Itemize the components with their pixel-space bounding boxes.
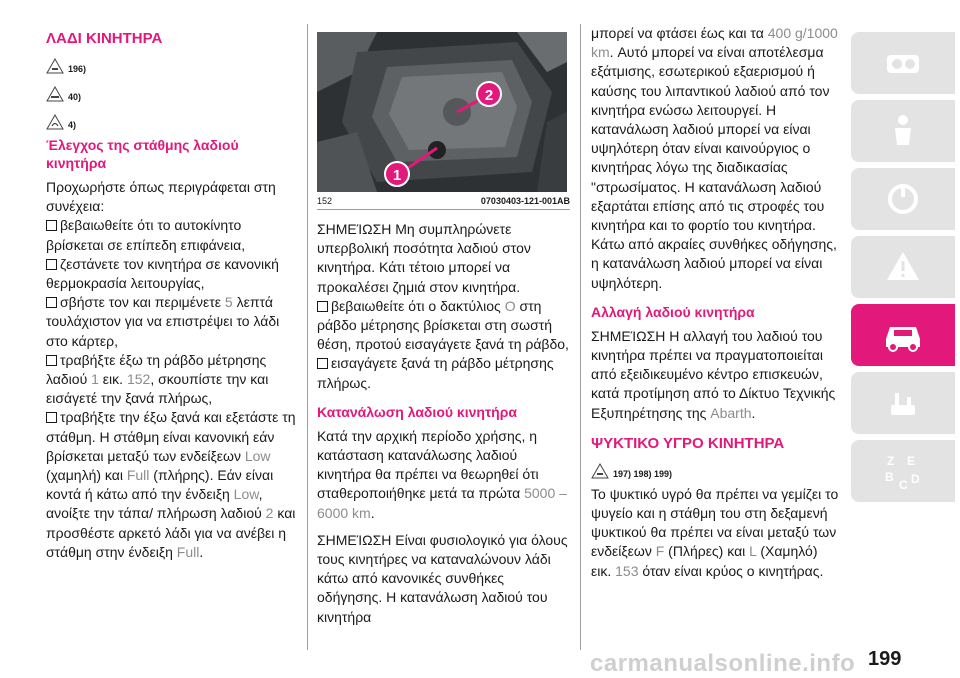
chapter-tabs	[851, 32, 955, 508]
tab-safety[interactable]	[851, 100, 955, 162]
bullet-square-icon	[317, 301, 328, 312]
bullet-item: βεβαιωθείτε ότι το αυτοκίνητο βρίσκεται σε επίπεδη επιφάνεια,	[46, 217, 246, 253]
warning-ref	[46, 52, 296, 74]
subsection-title: Έλεγχος της στάθμης λαδιού κινητήρα	[46, 137, 239, 171]
figure-reference: 152	[126, 371, 151, 388]
column-middle	[317, 32, 570, 627]
subsection-title: Κατανάλωση λαδιού κινητήρα	[317, 403, 518, 420]
bullet-item: βεβαιωθείτε ότι ο δακτύλιος O στη ράβδο μέτρησης βρίσκεται στη σωστή θέση, προτού εισαγάγετε ξανά τη ράβδο,	[317, 297, 569, 353]
bullet-square-icon	[46, 259, 57, 270]
callout-label: 1	[392, 167, 402, 184]
engine-bay-photo	[317, 32, 567, 192]
safety-icon	[883, 111, 923, 151]
column-right	[591, 24, 841, 581]
warning-ref	[46, 80, 296, 102]
column-left	[46, 30, 296, 562]
warning-number: 197) 198) 199)	[613, 468, 673, 479]
warning-ref	[591, 457, 841, 479]
watermark: carmanualsonline.info	[590, 650, 856, 677]
section-title: ΨΥΚΤΙΚΟ ΥΓΡΟ ΚΙΝΗΤΗΡΑ	[591, 434, 785, 452]
svg-text:Z: Z	[887, 454, 895, 468]
caution-triangle-icon	[46, 86, 64, 102]
bullet-item: εισαγάγετε ξανά τη ράβδο μέτρησης πλήρως.	[317, 355, 554, 391]
warning-triangle-icon	[46, 58, 64, 74]
page-number: 199	[868, 648, 902, 670]
environment-triangle-icon	[46, 114, 64, 130]
bullet-square-icon	[46, 412, 57, 423]
note-paragraph: ΣΗΜΕΊΩΣΗ Μη συμπληρώνετε υπερβολική ποσότητα λαδιού στον κινητήρα. Κάτι τέτοιο μπορεί να προκαλέσει ζημιά στον κινητήρα.	[317, 221, 531, 295]
bullet-item: τραβήξτε την έξω ξανά και εξετάστε τη στάθμη. Η στάθμη είναι κανονική εάν βρίσκεται μεταξύ των ενδείξεων Low (χαμηλή) και Full (πλήρης). Εάν είναι κοντά ή κάτω από την ένδειξη Low, ανοίξτε την τάπα/ πλήρωση λαδιού 2 και προσθέστε αρκετό λάδι για να ανέβει η στάθμη στην ένδειξη Full.	[46, 409, 296, 560]
figure-number: 152	[317, 196, 333, 206]
column-divider	[580, 24, 581, 650]
tab-dashboard[interactable]	[851, 32, 955, 94]
section-title: ΛΑΔΙ ΚΙΝΗΤΗΡΑ	[46, 30, 163, 47]
warning-number: 4)	[68, 120, 77, 130]
intro-paragraph: Προχωρήστε όπως περιγράφεται στη συνέχεια:	[46, 179, 276, 215]
tab-start[interactable]	[851, 168, 955, 230]
bullet-item: τραβήξτε έξω τη ράβδο μέτρησης λαδιού 1 εικ. 152, σκουπίστε την και εισάγετέ την ξανά πλήρως,	[46, 351, 269, 407]
warning-triangle-icon	[591, 463, 609, 479]
bullet-square-icon	[46, 220, 57, 231]
paragraph: Το ψυκτικό υγρό θα πρέπει να γεμίζει το ψυγείο και η στάθμη του στη δεξαμενή ψυκτικού θα πρέπει να είναι μεταξύ των ενδείξεων F (Πλήρες) και L (Χαμηλό) εικ. 153 όταν είναι κρύος ο κινητήρας.	[591, 485, 839, 579]
service-icon	[880, 315, 926, 355]
note-paragraph: ΣΗΜΕΊΩΣΗ Η αλλαγή του λαδιού του κινητήρα πρέπει να πραγματοποιείται από εξειδικευμένο κέντρο επισκευών, κατά προτίμηση από το Δίκτυο Τεχνικής Εξυπηρέτησης της Abarth.	[591, 327, 836, 421]
start-icon	[883, 179, 923, 219]
specs-icon	[883, 383, 923, 423]
tab-service[interactable]	[851, 304, 955, 366]
tab-specs[interactable]	[851, 372, 955, 434]
svg-text:D: D	[911, 472, 920, 486]
svg-text:E: E	[907, 454, 916, 468]
paragraph: Κατά την αρχική περίοδο χρήσης, η κατάσταση κατανάλωσης λαδιού κινητήρα θα πρέπει να θεωρηθεί ότι σταθεροποιήθηκε μετά τα πρώτα 5000 – 6000 km.	[317, 427, 567, 521]
tab-index[interactable]	[851, 440, 955, 502]
warning-ref	[46, 108, 296, 130]
paragraph: μπορεί να φτάσει έως και τα 400 g/1000 km. Αυτό μπορεί να είναι αποτέλεσμα εξάτμισης, εσωτερικού εξαερισμού ή καύσης του λιπαντικού λαδιού από τον κινητήρα ενώσω λειτουργεί. Η κατανάλωση λαδιού μπορεί να είναι υψηλότερη όταν είναι καινούργιος ο κινητήρας λόγω της διαδικασίας "στρωσίματος. Η κατανάλωση λαδιού εξαρτάται επίσης από τις στροφές του κινητήρα και το φορτίο του κινητήρα. Κάτω από ακραίες συνθήκες οδήγησης, η κατανάλωση λαδιού μπορεί να είναι υψηλότερη.	[591, 25, 838, 291]
bullet-item: σβήστε τον και περιμένετε 5 λεπτά τουλάχιστον για να επιστρέψει το λάδι στο κάρτερ,	[46, 294, 280, 349]
warning-number: 196)	[68, 64, 87, 74]
engine-illustration	[317, 32, 567, 192]
bullet-square-icon	[46, 355, 57, 366]
bullet-square-icon	[317, 358, 328, 369]
tab-warning[interactable]	[851, 236, 955, 298]
bullet-square-icon	[46, 297, 57, 308]
svg-text:B: B	[885, 470, 894, 484]
bullet-item: ζεστάνετε τον κινητήρα σε κανονική θερμοκρασία λειτουργίας,	[46, 255, 279, 292]
callout-label: 2	[484, 87, 494, 104]
subsection-title: Αλλαγή λαδιού κινητήρα	[591, 303, 755, 320]
column-divider	[307, 24, 308, 650]
figure-code: 07030403-121-001AB	[480, 196, 570, 206]
note-paragraph: ΣΗΜΕΊΩΣΗ Είναι φυσιολογικό για όλους τους κινητήρες να καταναλώνουν λάδι κάτω από κανονικές συνθήκες οδήγησης. Η κατανάλωση λαδιού του κινητήρα	[317, 531, 568, 625]
svg-text:C: C	[899, 478, 908, 492]
figure-reference: 153	[615, 562, 639, 579]
dashboard-icon	[883, 43, 923, 83]
warning-number: 40)	[68, 92, 82, 102]
figure-caption	[317, 196, 570, 210]
index-icon	[881, 449, 925, 493]
warning-icon	[883, 247, 923, 287]
